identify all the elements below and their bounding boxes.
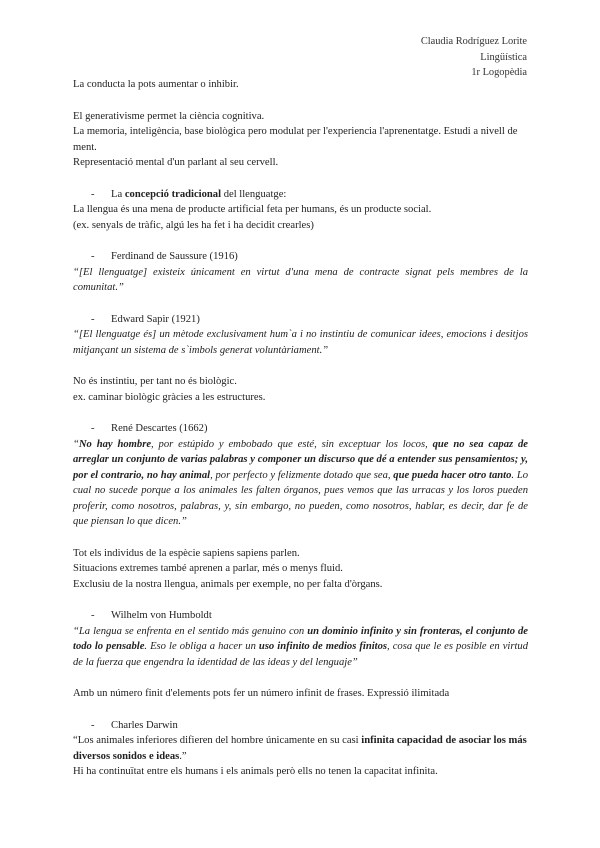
traditional-line: (ex. senyals de tràfic, algú les ha fet i ha decidit crearles): [73, 219, 314, 231]
document-body: [73, 77, 528, 780]
sapir-note: No és instintiu, per tant no és biològic.: [73, 376, 237, 387]
author-name: Claudia Rodríguez Lorite: [420, 36, 527, 47]
bullet-dash: -: [91, 423, 95, 434]
darwin-note: Hi ha continuïtat entre els humans i els animals però ells no tenen la capacitat infinita.: [73, 766, 438, 777]
bullet-humboldt: [73, 608, 528, 624]
humboldt-note: Amb un número finit d'elements pots fer un número infinit de frases. Expressió ilimitada: [73, 688, 450, 699]
author-heading: Ferdinand de Saussure (1916): [111, 251, 238, 262]
intro-line: La memoria, inteligència, base biològica pero modulat per l'experiencia l'aprenentatge. Estudi a nivell de ment.: [73, 126, 518, 153]
descartes-note: Exclusiu de la nostra llengua, animals per exemple, no per falta d'òrgans.: [73, 578, 383, 590]
traditional-line: La llengua és una mena de producte artificial feta per humans, és un producte social.: [73, 204, 432, 215]
bullet-descartes: [73, 421, 528, 437]
bullet-dash: -: [91, 251, 95, 262]
bullet-sapir: [73, 312, 528, 328]
bullet-darwin: [73, 718, 528, 734]
sapir-quote: “[El llenguatge és] un mètode exclusivament hum`a i no instintiu de comunicar idees, emocions i desitjos mitjançant un sistema de s`imbols generat voluntàriament.”: [73, 329, 528, 356]
darwin-quote: “Los animales inferiores difieren del hombre únicamente en su casi infinita capacidad de asociar los más diversos sonidos e ideas.”: [73, 735, 527, 762]
bullet-dash: -: [91, 313, 95, 325]
intro-line: El generativisme permet la ciència cognitiva.: [73, 110, 265, 122]
descartes-quote: “No hay hombre, por estúpido y embobado que esté, sin exceptuar los locos, que no sea capaz de arreglar un conjunto de varias palabras y componer un discurso que dé a entender sus pensamientos; y, por el contrario, no hay animal, por perfecto y felizmente dotado que sea, que pueda hacer otro tanto. Lo cual no sucede porque a los animales les falten órganos, pues vemos que las urracas y los loros pueden proferir, como nosotros, palabras, y, sin embargo, no pueden, como nosotros, hablar, es decir, dar fe de que piensan lo que dicen.”: [73, 438, 529, 527]
saussure-quote: “[El llenguatge] existeix únicament en virtut d'una mena de contracte signat pels membres de la comunitat.”: [73, 266, 528, 293]
bullet-dash: -: [91, 610, 95, 621]
author-heading: Wilhelm von Humboldt: [111, 610, 212, 621]
author-heading: René Descartes (1662): [111, 423, 208, 434]
bullet-traditional: [73, 187, 528, 203]
author-heading: Edward Sapir (1921): [111, 313, 200, 325]
humboldt-quote: “La lengua se enfrenta en el sentido más genuino con un dominio infinito y sin fronteras, el conjunto de todo lo pensable. Eso le obliga a hacer un uso infinito de medios finitos, cosa que le es posible en virtud de la fuerza que engendra la identidad de las ideas y del lenguaje”: [73, 625, 529, 668]
intro-line: Representació mental d'un parlant al seu cervell.: [73, 157, 279, 168]
course-name: 1r Logopèdia: [471, 67, 527, 78]
bullet-dash: -: [91, 188, 95, 200]
author-heading: Charles Darwin: [111, 719, 178, 731]
bullet-dash: -: [91, 719, 95, 731]
document-header: [421, 34, 527, 81]
bullet-saussure: [73, 249, 528, 265]
bullet-heading: La concepció tradicional del llenguatge:: [111, 188, 287, 200]
descartes-note: Tot els individus de la espècie sapiens sapiens parlen.: [73, 547, 300, 559]
intro-line: La conducta la pots aumentar o inhibir.: [73, 79, 239, 90]
descartes-note: Situacions extremes també aprenen a parlar, més o menys fluid.: [73, 563, 343, 574]
subject-name: Lingüística: [480, 51, 527, 63]
sapir-note: ex. caminar biològic gràcies a les estructures.: [73, 391, 266, 403]
